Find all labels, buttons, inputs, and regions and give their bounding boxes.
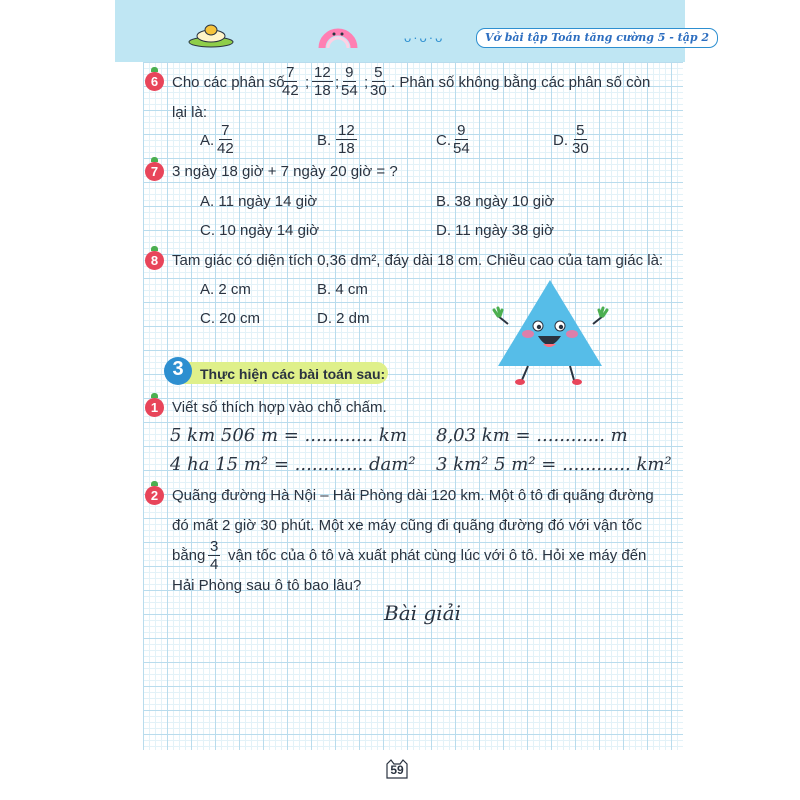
q6-fraction-2: $\frac{12}{18}$ [314,64,331,99]
cake-icon [188,22,234,48]
q6-fraction-4: $\frac{5}{30}$ [370,64,387,99]
q7-option-d: D. 11 ngày 38 giờ [436,222,554,239]
task-1-badge: 1 [145,398,164,417]
question-6-prefix: Cho các phân số [172,74,285,91]
q6-option-b-letter: B. [317,132,332,149]
question-8-text: Tam giác có diện tích 0,36 dm², đáy dài 18 cm. Chiều cao của tam giác là: [172,252,664,269]
task-2-line4: Hải Phòng sau ô tô bao lâu? [172,577,362,594]
q6-fraction-1: $\frac{7}{42}$ [282,64,299,99]
question-6-line2: lại là: [172,104,208,121]
task-2-line3-post: vận tốc của ô tô và xuất phát cùng lúc với ô tô. Hỏi xe máy đến [228,547,647,564]
task-2-badge: 2 [145,486,164,505]
book-title: Vở bài tập Toán tăng cường 5 - tập 2 [476,28,718,48]
q6-option-a-letter: A. [200,132,215,149]
q6-option-a-fraction: $\frac{7}{42}$ [217,122,234,157]
question-8-badge: 8 [145,251,164,270]
q8-option-b: B. 4 cm [317,281,368,298]
triangle-mascot-icon [488,276,613,388]
question-6-suffix: . Phân số không bằng các phân số còn [391,74,651,91]
fraction-separator: ; [335,74,340,91]
rainbow-icon [318,18,358,52]
q7-option-c: C. 10 ngày 14 giờ [200,222,320,239]
section-title: Thực hiện các bài toán sau: [200,366,386,382]
question-7-text: 3 ngày 18 giờ + 7 ngày 20 giờ = ? [172,163,398,180]
page-number-badge [384,758,410,780]
question-7-badge: 7 [145,162,164,181]
conversion-2: 8,03 km = ............ m [436,425,628,446]
task-2-line2: đó mất 2 giờ 30 phút. Một xe máy cũng đi quãng đường đó với vận tốc [172,517,642,534]
q7-option-b: B. 38 ngày 10 giờ [436,193,555,210]
q6-fraction-3: $\frac{9}{54}$ [341,64,358,99]
fraction-separator: ; [305,74,310,91]
cat-face-icons: ᴗ·ᴗ·ᴗ [404,30,445,45]
task-2-line1: Quãng đường Hà Nội – Hải Phòng dài 120 km. Một ô tô đi quãng đường [172,487,654,504]
page-number: 59 [390,763,404,777]
task-1-text: Viết số thích hợp vào chỗ chấm. [172,399,387,416]
question-6-badge: 6 [145,72,164,91]
conversion-1: 5 km 506 m = ............ km [170,425,407,446]
solution-label: Bài giải [384,601,461,625]
q8-option-d: D. 2 dm [317,310,370,327]
q7-option-a: A. 11 ngày 14 giờ [200,193,318,210]
q6-option-b-fraction: $\frac{12}{18}$ [338,122,355,157]
task-2-line3-pre: bằng [172,547,206,564]
conversion-4: 3 km² 5 m² = ............ km² [436,454,672,475]
section-number: 3 [172,358,184,380]
q8-option-a: A. 2 cm [200,281,251,298]
q6-option-c-letter: C. [436,132,451,149]
q6-option-d-fraction: $\frac{5}{30}$ [572,122,589,157]
q8-option-c: C. 20 cm [200,310,261,327]
conversion-3: 4 ha 15 m² = ............ dam² [170,454,416,475]
q6-option-c-fraction: $\frac{9}{54}$ [453,122,470,157]
fraction-separator: ; [364,74,369,91]
three-quarters-fraction: $\frac{3}{4}$ [210,538,219,573]
q6-option-d-letter: D. [553,132,568,149]
